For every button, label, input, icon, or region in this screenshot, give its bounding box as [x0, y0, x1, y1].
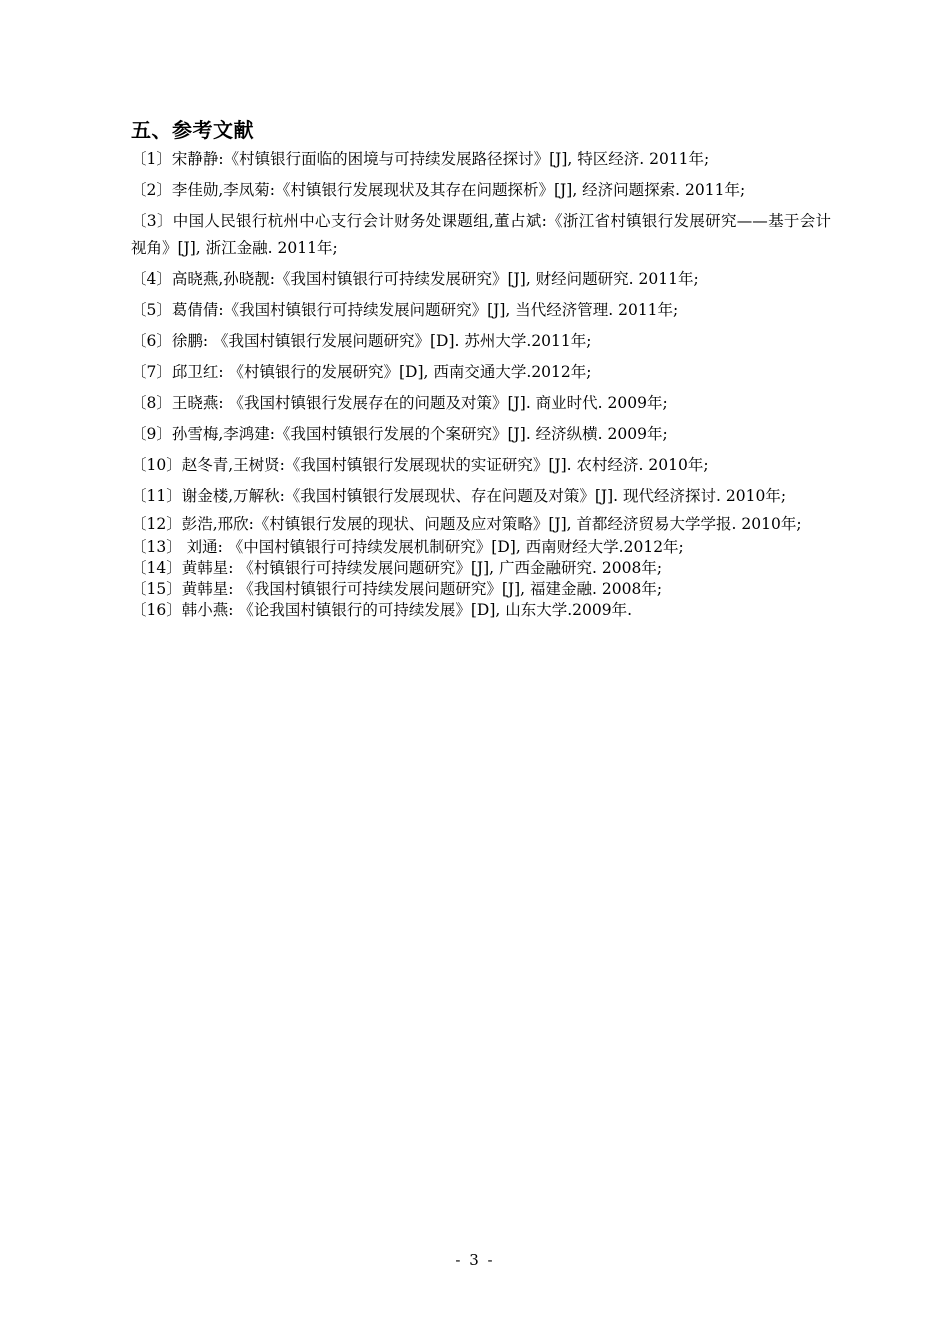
reference-item-15: 〔15〕黄韩星: 《我国村镇银行可持续发展问题研究》[J], 福建金融. 2008年;	[131, 580, 663, 598]
reference-item-12: 〔12〕彭浩,邢欣:《村镇银行发展的现状、问题及应对策略》[J], 首都经济贸易大学学报. 2010年;	[131, 515, 802, 533]
page-number: - 3 -	[455, 1251, 495, 1269]
reference-item-14: 〔14〕黄韩星: 《村镇银行可持续发展问题研究》[J], 广西金融研究. 2008年;	[131, 559, 663, 577]
reference-item-5: 〔5〕葛倩倩:《我国村镇银行可持续发展问题研究》[J], 当代经济管理. 2011年;	[131, 301, 679, 319]
reference-item-11: 〔11〕谢金楼,万解秋:《我国村镇银行发展现状、存在问题及对策》[J]. 现代经济探讨. 2010年;	[131, 487, 787, 505]
reference-item-16: 〔16〕韩小燕: 《论我国村镇银行的可持续发展》[D], 山东大学.2009年.	[131, 601, 633, 619]
section-title: 五、参考文献	[131, 118, 254, 142]
reference-item-1: 〔1〕宋静静:《村镇银行面临的困境与可持续发展路径探讨》[J], 特区经济. 2011年;	[131, 150, 710, 168]
reference-item-9: 〔9〕孙雪梅,李鸿建:《我国村镇银行发展的个案研究》[J]. 经济纵横. 2009年;	[131, 425, 668, 443]
reference-item-10: 〔10〕赵冬青,王树贤:《我国村镇银行发展现状的实证研究》[J]. 农村经济. 2010年;	[131, 456, 709, 474]
reference-item-8: 〔8〕王晓燕: 《我国村镇银行发展存在的问题及对策》[J]. 商业时代. 2009年;	[131, 394, 668, 412]
reference-item-13: 〔13〕 刘通: 《中国村镇银行可持续发展机制研究》[D], 西南财经大学.2012年;	[131, 538, 684, 556]
reference-item-4: 〔4〕高晓燕,孙晓靓:《我国村镇银行可持续发展研究》[J], 财经问题研究. 2011年;	[131, 270, 699, 288]
reference-item-2: 〔2〕李佳勋,李凤菊:《村镇银行发展现状及其存在问题探析》[J], 经济问题探索. 2011年;	[131, 181, 746, 199]
reference-item-7: 〔7〕邱卫红: 《村镇银行的发展研究》[D], 西南交通大学.2012年;	[131, 363, 592, 381]
reference-list	[131, 146, 831, 621]
references-section	[131, 116, 831, 621]
reference-item-3: 〔3〕中国人民银行杭州中心支行会计财务处课题组,董占斌:《浙江省村镇银行发展研究——基于会计视角》[J], 浙江金融. 2011年;	[131, 212, 831, 257]
reference-item-6: 〔6〕徐鹏: 《我国村镇银行发展问题研究》[D]. 苏州大学.2011年;	[131, 332, 592, 350]
